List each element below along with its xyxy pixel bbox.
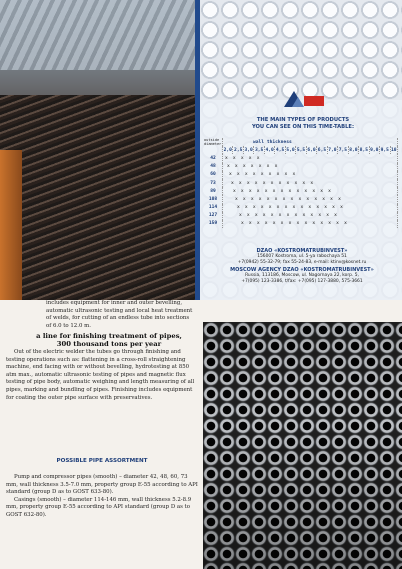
table-row (204, 195, 398, 203)
assortment-pump-pipes: Pump and compressor pipes (smooth) – diameter 42, 48, 60, 73 mm, wall thickness 3.5-7.0 mm, property group E-55 according to API standard (group D as to GOST 633-80). (6, 474, 198, 496)
thickness-cell: 10 (390, 147, 397, 153)
diameter-label: outside diameter (204, 138, 222, 147)
assortment-casings: Casings (smooth) – diameter 114-146 mm, wall thickness 5.2-8.9 mm, property group E-55 according to API standard (group D as to GOST 632-80). (6, 496, 192, 518)
table-row (204, 220, 398, 228)
availability-marks: x x x x x x x x x x x x x x (223, 204, 398, 212)
factory-photo (0, 0, 200, 300)
company-name: DZAO «KOSTROMATRUBINVEST» (256, 248, 348, 254)
body-paragraph-1: includes equipment for inner and outer bevelling, automatic ultrasonic testing and local heat treatment of welds, for cutting of an endless tube into sections of 6.0 to 12.0 m. (46, 300, 193, 329)
company-logo (282, 87, 326, 109)
company-phones: +7(0942) 55-32-79; fax 55-24-83, e-mail: ktinv@kosnet.ru (237, 260, 367, 266)
diameter-cell: 108 (204, 195, 223, 203)
diameter-cell: 73 (204, 179, 223, 187)
table-row (204, 187, 398, 195)
availability-marks: x x x x x (223, 154, 398, 162)
diameter-cell: 42 (204, 154, 223, 162)
table-title-line2: YOU CAN SEE ON THIS TIME-TABLE: (251, 124, 355, 130)
thickness-cell: 2,5 (234, 147, 243, 153)
thickness-cell: 3,0 (244, 147, 253, 153)
table-row (204, 212, 398, 220)
table-row (204, 163, 398, 171)
finishing-line-heading (22, 332, 196, 349)
assortment-text (6, 474, 198, 520)
thickness-row (204, 146, 398, 154)
thickness-cell: 2,0 (223, 147, 232, 153)
availability-marks: x x x x x x x x x x x x x (223, 212, 398, 220)
availability-marks: x x x x x x x x x x x x x x (223, 220, 398, 228)
agency-address: Russia, 113186, Moscow, ul. Nagornaya 22, korp. 5, (245, 272, 359, 278)
agency-phones: +7(095) 123-3386, t/fax: +7(095) 127-3880, 575-3661 (241, 279, 363, 285)
thickness-cell: 7,0 (328, 147, 337, 153)
thickness-label: wall thickness (253, 139, 292, 145)
pipe-ends-photo (203, 322, 402, 569)
thickness-cell: 6,0 (307, 147, 316, 153)
table-row (204, 179, 398, 187)
finishing-line-heading-1: a line for finishing treatment of pipes, (36, 332, 182, 340)
contacts-block (204, 248, 400, 285)
availability-marks: x x x x x x x x x x x (223, 179, 398, 187)
thickness-cell: 9,5 (380, 147, 389, 153)
availability-marks: x x x x x x x x x (223, 171, 398, 179)
orange-crane (0, 150, 22, 300)
company-address: 156007 Kostroma, ul. 5-ya rabochaya 51 (257, 254, 347, 260)
table-title-line1: THE MAIN TYPES OF PRODUCTS (256, 117, 350, 123)
agency-name: MOSCOW AGENCY DZAO «KOSTROMATRUBINVEST» (230, 266, 374, 273)
thickness-cell: 5,5 (296, 147, 306, 153)
thickness-cell: 7,5 (338, 147, 348, 153)
thickness-cell: 4,0 (265, 147, 274, 153)
diameter-cell: 89 (204, 187, 223, 195)
factory-roof (0, 0, 200, 70)
availability-marks: x x x x x x x (223, 163, 398, 171)
availability-marks: x x x x x x x x x x x x x (223, 187, 398, 195)
thickness-cell: 9,0 (370, 147, 379, 153)
table-row (204, 171, 398, 179)
availability-marks: x x x x x x x x x x x x x x (223, 195, 398, 203)
pipe-stacks (0, 95, 200, 300)
thickness-cell: 8,0 (349, 147, 358, 153)
thickness-cell: 4,5 (275, 147, 285, 153)
diameter-cell: 48 (204, 163, 223, 171)
diameter-cell: 60 (204, 171, 223, 179)
diameter-cell: 114 (204, 204, 223, 212)
products-table (204, 138, 398, 228)
table-row (204, 204, 398, 212)
body-paragraph-2: Out of the electric welder the tubes go through finishing and testing operations such as: flattening in a cross-roll straightening machine, end facing with or without bevelling, hydrotesting at 850 atm max., automatic ultrasonic testing of pipes and magnetic flux testing of pipe body, automatic weighing and length measuring of all pipes, marking and bundling of pipes. Finishing includes equipment for coating the outer pipe surface with preservatives. (6, 349, 195, 401)
table-header-row (204, 138, 398, 146)
thickness-cell: 5,0 (286, 147, 295, 153)
thickness-cell: 3,5 (254, 147, 264, 153)
finishing-line-heading-2: 300 thousand tons per year (56, 340, 162, 349)
table-row (204, 154, 398, 162)
thickness-cell: 8,5 (359, 147, 368, 153)
assortment-heading: POSSIBLE PIPE ASSORTMENT (56, 458, 148, 464)
table-title (206, 117, 400, 131)
diameter-cell: 127 (204, 212, 223, 220)
diameter-cell: 159 (204, 220, 223, 228)
thickness-cell: 6,5 (317, 147, 327, 153)
